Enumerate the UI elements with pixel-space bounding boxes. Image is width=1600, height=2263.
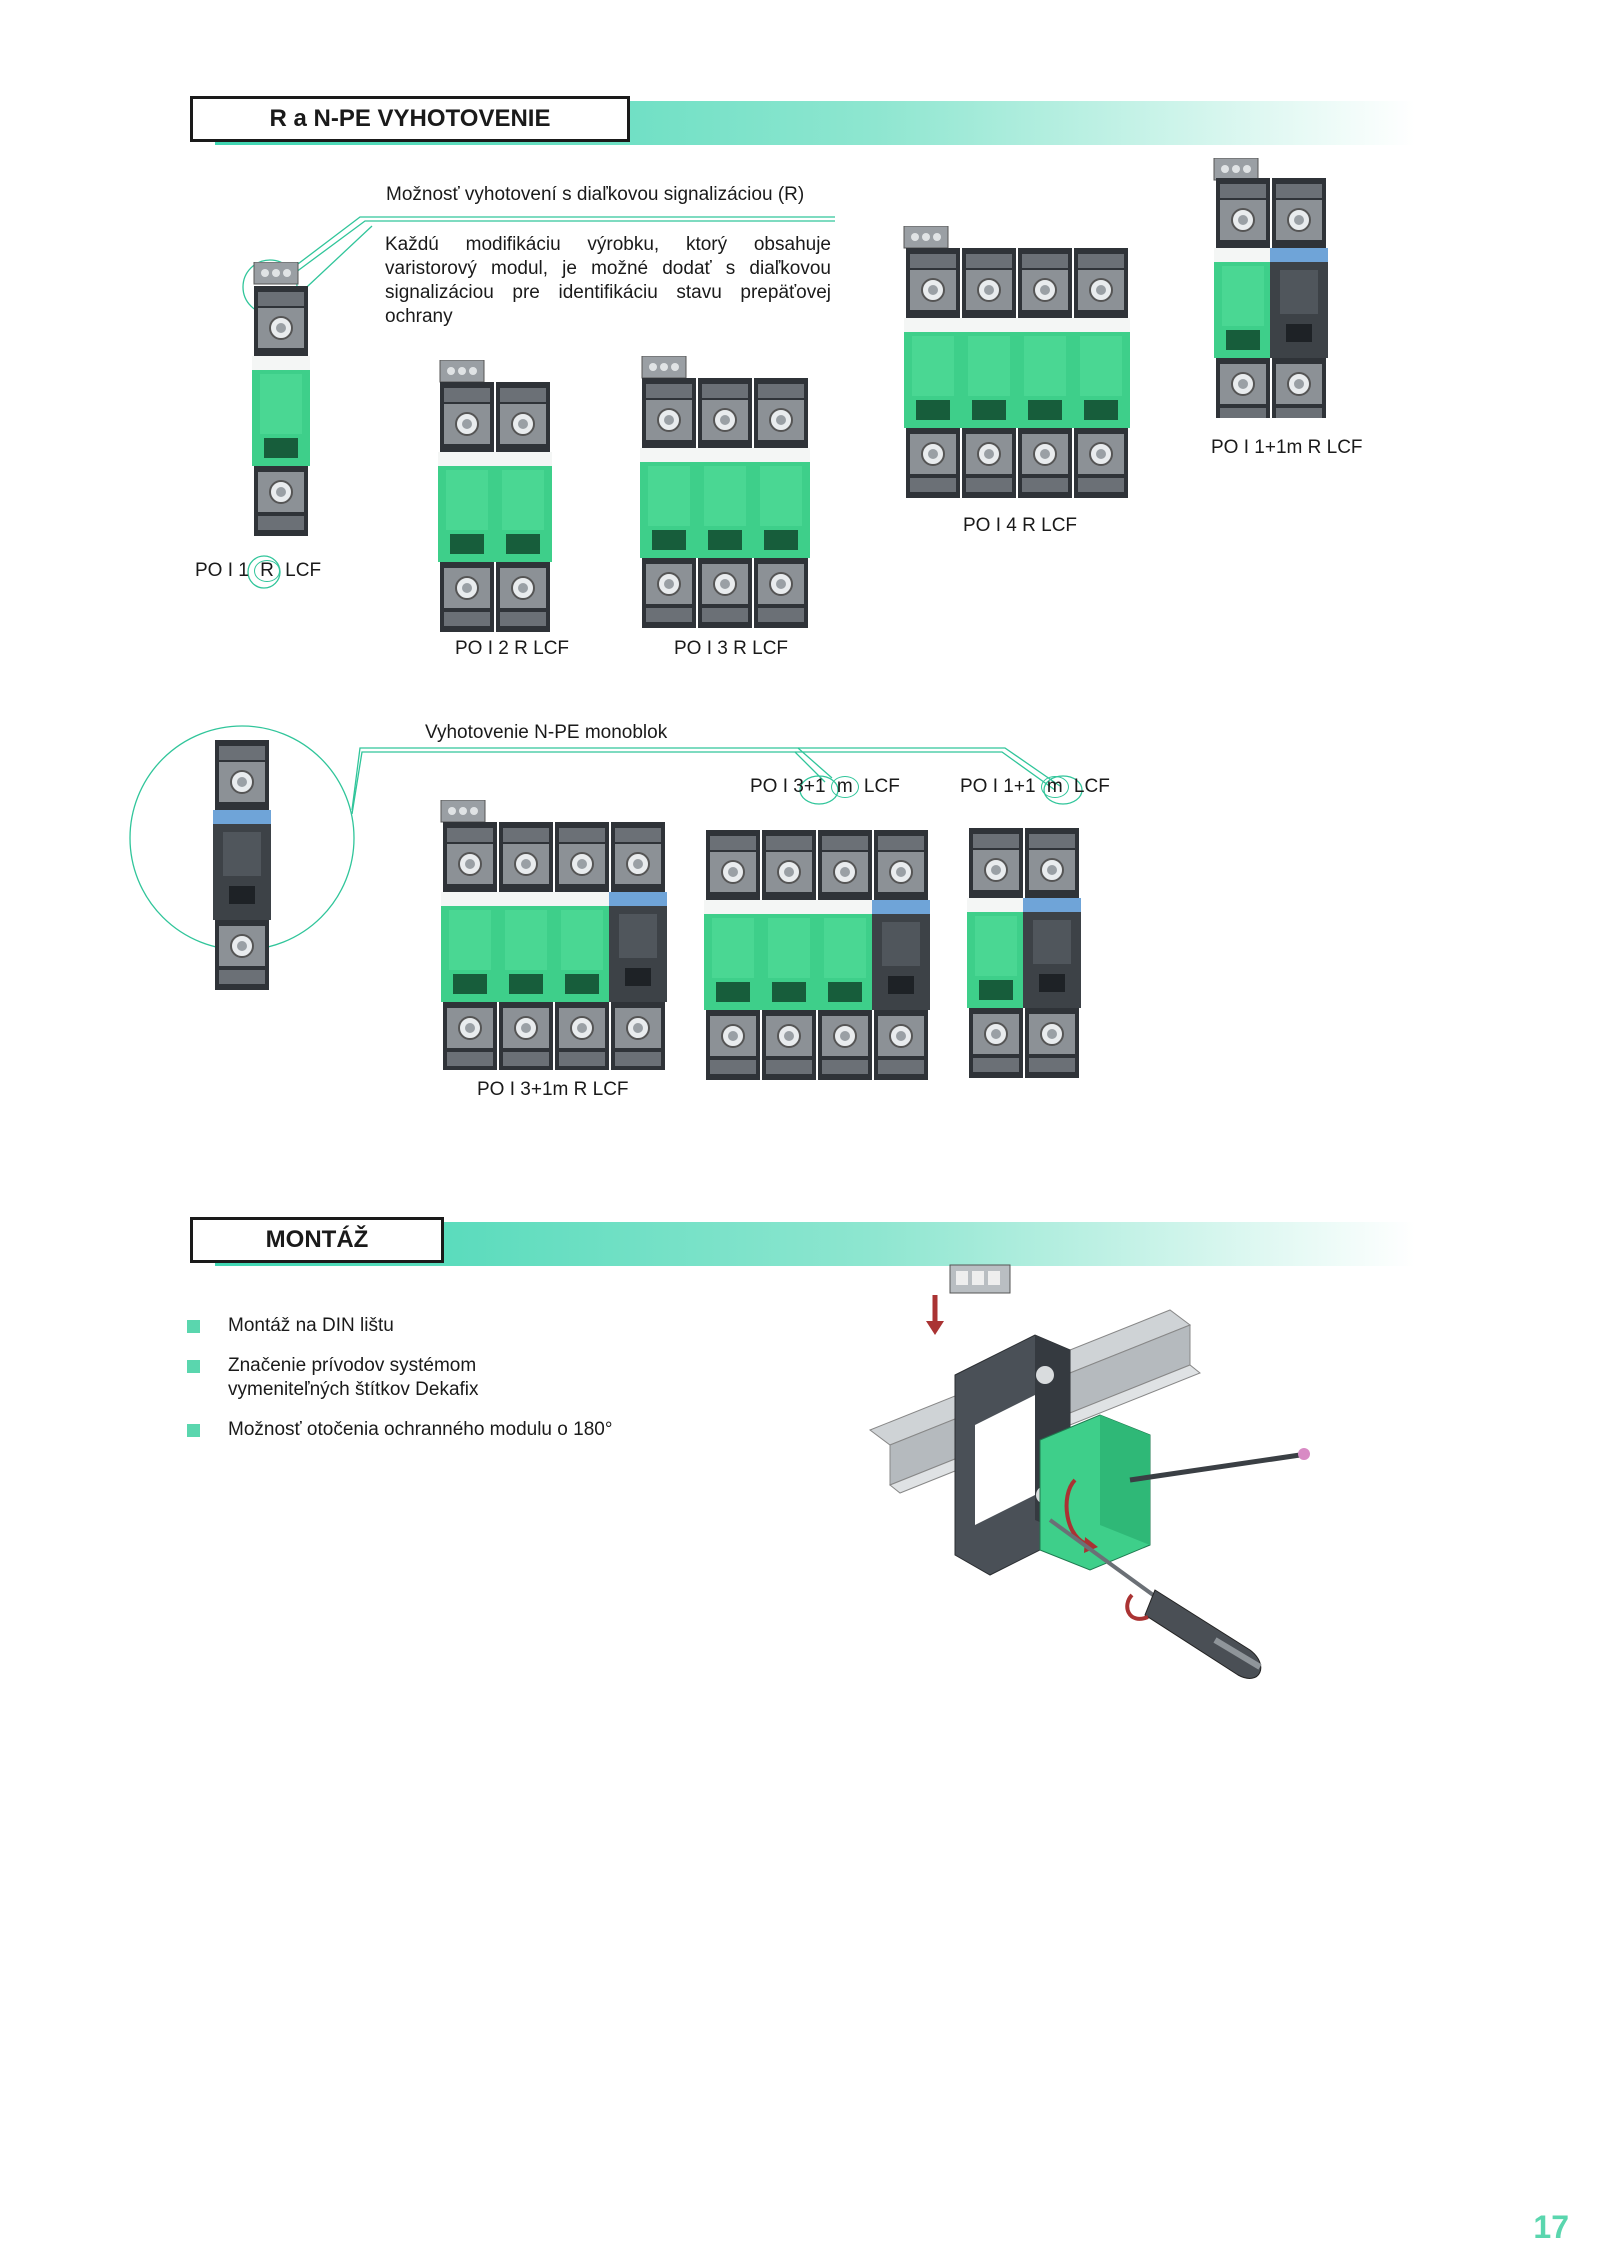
- label-po-i11m-r: PO I 1+1m R LCF: [1211, 437, 1363, 458]
- label-po-i31m: PO I 3+1 m LCF: [750, 776, 900, 797]
- rcontact-block: [950, 1265, 1010, 1293]
- label-po-i4-r: PO I 4 R LCF: [963, 515, 1078, 536]
- npe-monoblock-zoom: [212, 740, 272, 990]
- device-po-i31m: [700, 830, 940, 1080]
- device-po-i11m-r: [1210, 158, 1360, 418]
- label-po-i31m-r: PO I 3+1m R LCF: [477, 1079, 629, 1100]
- device-po-i11m: [963, 828, 1093, 1078]
- montaz-item-3: Možnosť otočenia ochranného modulu o 180°: [187, 1418, 612, 1442]
- bullet-icon: [187, 1360, 200, 1373]
- npe-caption: Vyhotovenie N-PE monoblok: [425, 722, 668, 743]
- device-po-i1-r: [240, 262, 320, 562]
- montaz-item-2: Značenie prívodov systémom vymeniteľných štítkov Dekafix: [187, 1354, 528, 1402]
- label-po-i3-r: PO I 3 R LCF: [674, 638, 789, 659]
- bullet-icon: [187, 1424, 200, 1437]
- label-po-i2-r: PO I 2 R LCF: [455, 638, 570, 659]
- section-title-montaz: MONTÁŽ: [190, 1217, 444, 1263]
- page-number: 17: [1533, 2209, 1569, 2245]
- r-option-caption: Možnosť vyhotovení s diaľkovou signalizáciou (R): [386, 184, 805, 205]
- device-po-i3-r: [632, 356, 832, 636]
- device-po-i2-r: [430, 360, 580, 640]
- label-po-i1-r: PO I 1 R LCF: [195, 560, 322, 581]
- device-po-i31m-r: [437, 800, 677, 1070]
- montaz-item-1: Montáž na DIN lištu: [187, 1314, 394, 1338]
- bullet-icon: [187, 1320, 200, 1333]
- label-po-i11m: PO I 1+1 m LCF: [960, 776, 1110, 797]
- r-option-paragraph: Každú modifikáciu výrobku, ktorý obsahuje varistorový modul, je možné dodať s diaľkovou signalizáciou pre identifikáciu stavu prepäťovej ochrany: [385, 234, 831, 327]
- mounting-illustration: [860, 1255, 1340, 1705]
- device-po-i4-r: [900, 226, 1140, 506]
- section-title-r-npe: R a N-PE VYHOTOVENIE: [190, 96, 630, 142]
